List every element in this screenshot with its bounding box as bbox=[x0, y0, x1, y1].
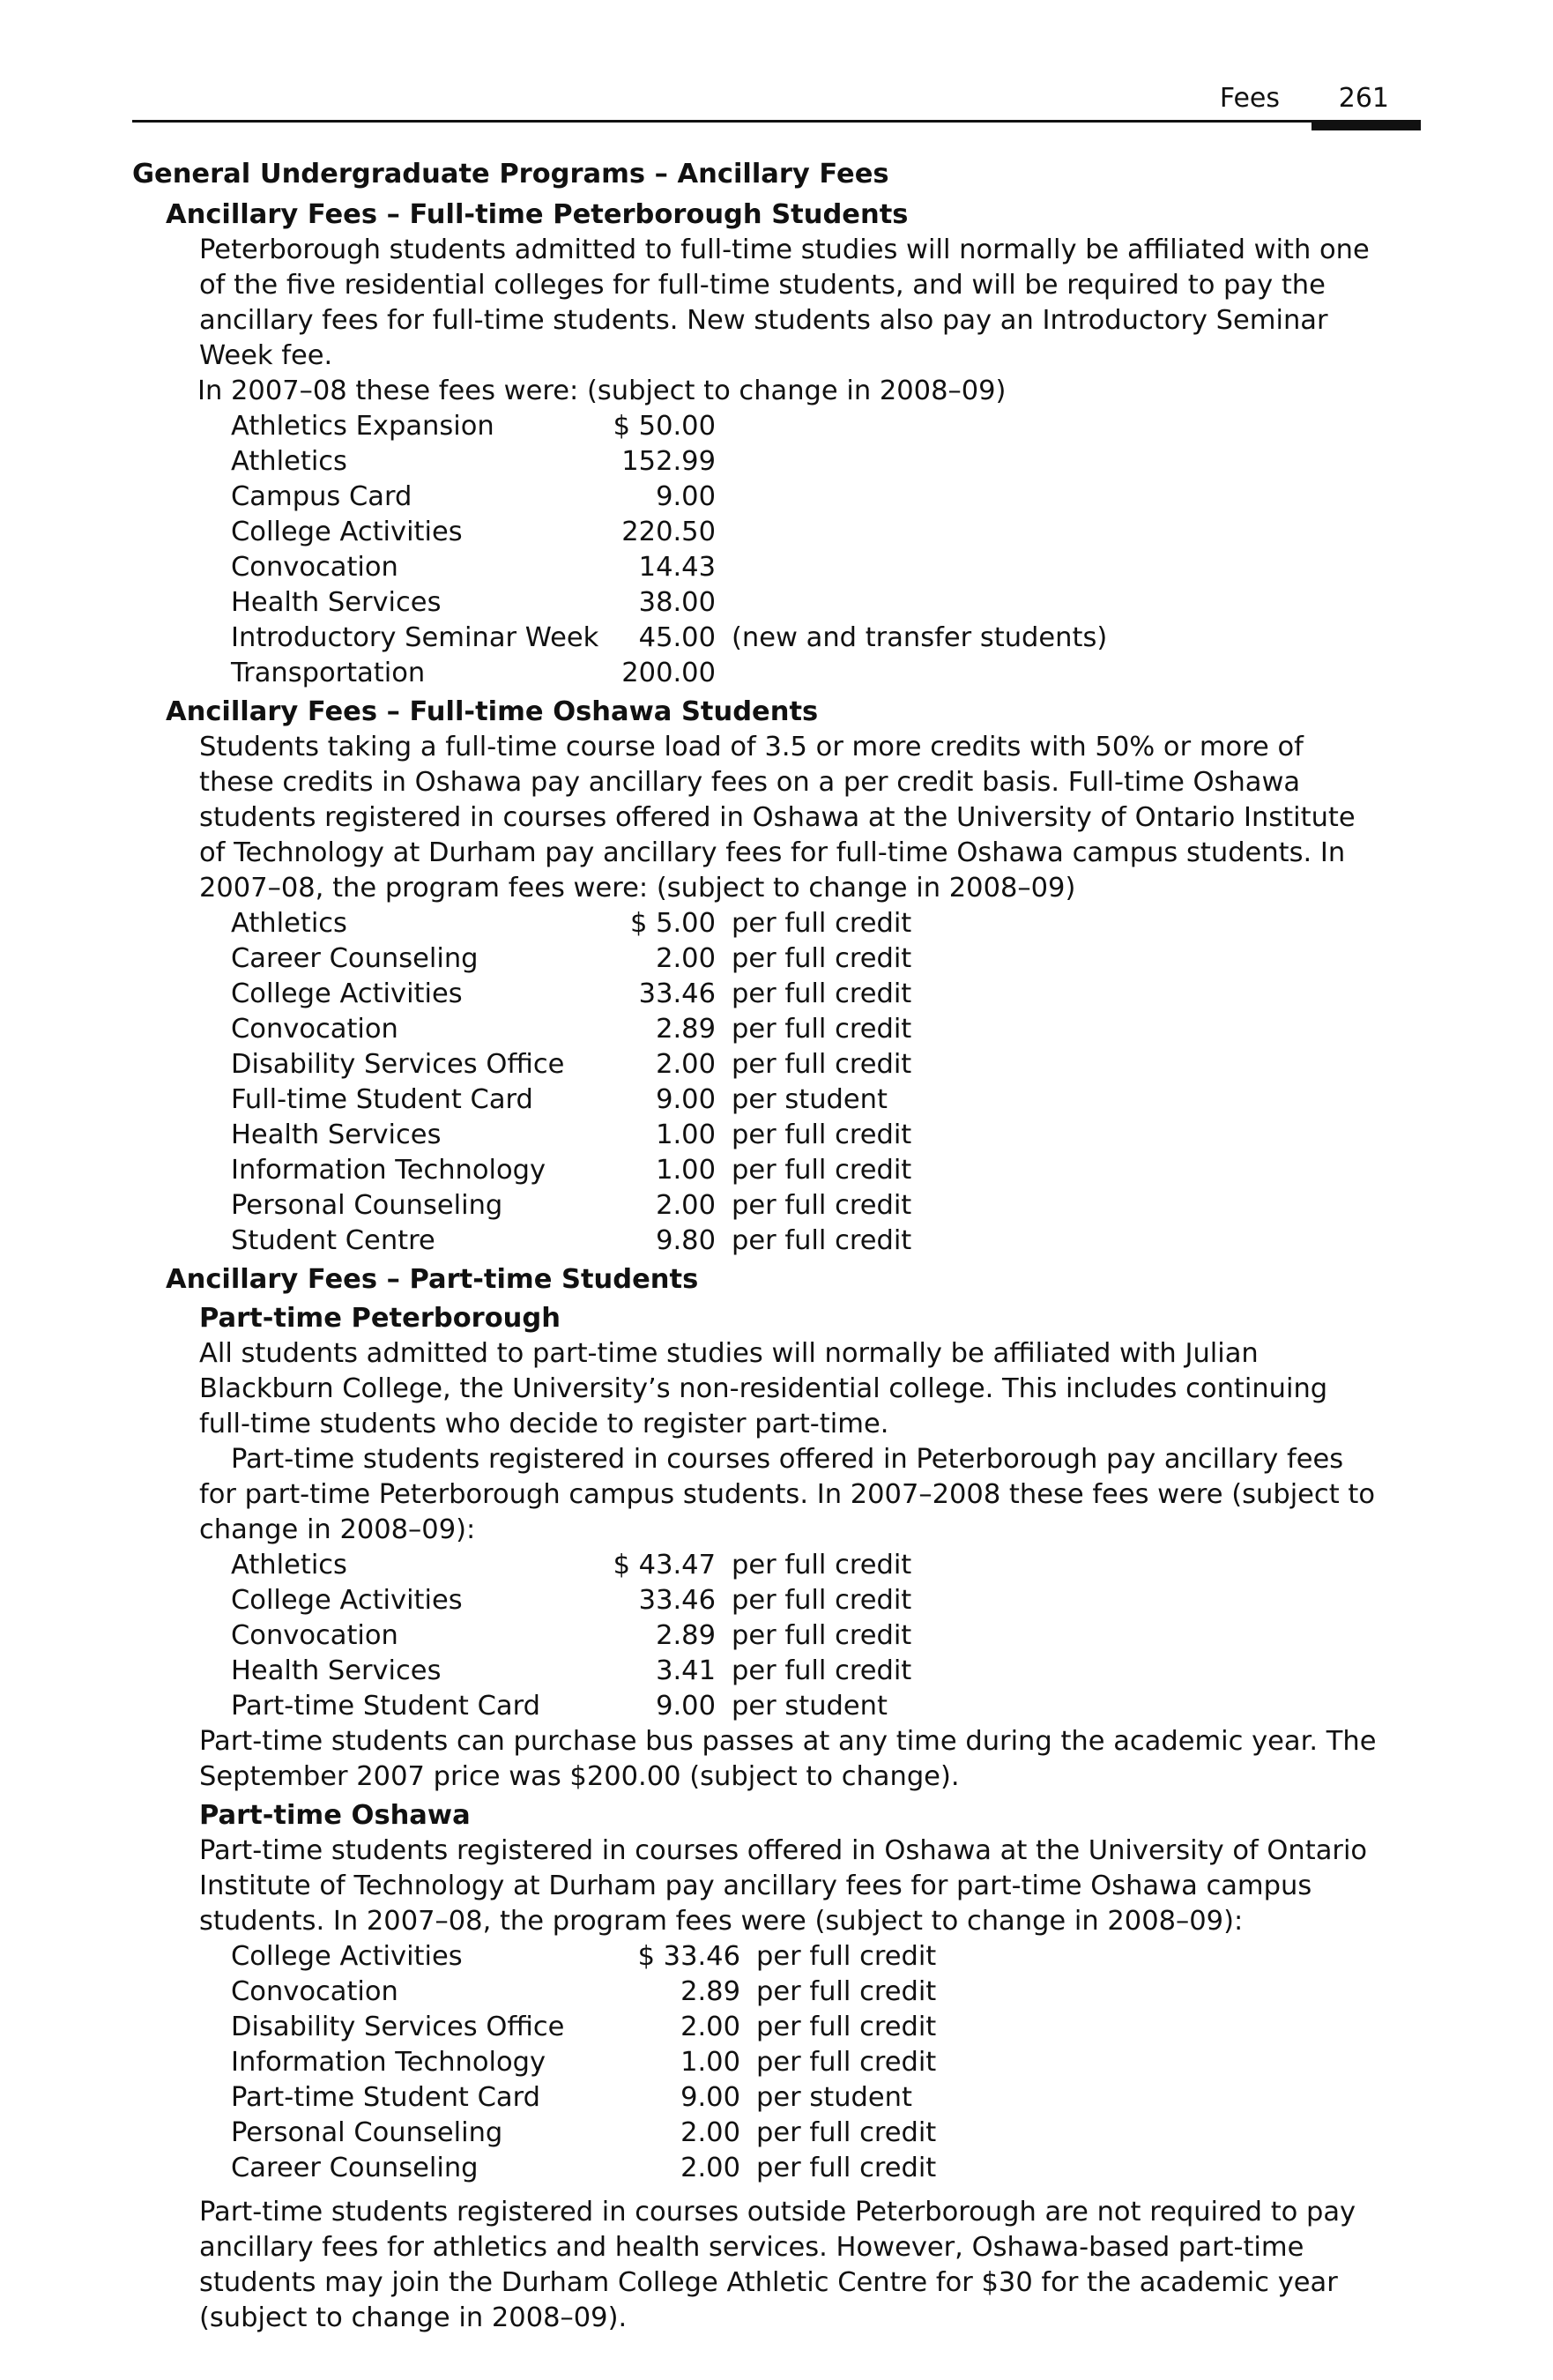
section-heading-peterborough-ft: Ancillary Fees – Full-time Peterborough Students bbox=[166, 199, 909, 230]
fee-name: Athletics bbox=[231, 446, 347, 477]
running-header bbox=[132, 81, 1421, 134]
fee-note: per full credit bbox=[756, 2012, 937, 2042]
fee-row bbox=[231, 1012, 1428, 1047]
fee-row bbox=[231, 1223, 1428, 1259]
fee-row bbox=[231, 409, 1428, 444]
fee-name: Convocation bbox=[231, 1014, 398, 1045]
fee-amount: 2.00 bbox=[680, 2153, 740, 2183]
fee-note: per student bbox=[732, 1084, 888, 1115]
closing-paragraph: Part-time students registered in courses outside Peterborough are not required to pay ancillary fees for athletics and health services. However, Oshawa-based part-time students may join the Durham College Athletic Centre for $30 for the academic year (subject to change in 2008–09). bbox=[199, 2197, 1356, 2333]
fee-note: per full credit bbox=[756, 2047, 937, 2078]
fee-row bbox=[231, 1118, 1428, 1153]
fee-row bbox=[231, 1548, 1428, 1583]
section-heading-oshawa-ft: Ancillary Fees – Full-time Oshawa Students bbox=[166, 696, 819, 727]
fee-note: per student bbox=[732, 1691, 888, 1722]
fee-note bbox=[716, 585, 732, 621]
fee-note: per full credit bbox=[756, 1941, 937, 1972]
bus-pass-note: Part-time students can purchase bus passes at any time during the academic year. The September 2007 price was $200.00 (subject to change). bbox=[199, 1726, 1377, 1792]
fee-amount: 152.99 bbox=[621, 446, 716, 477]
fee-name: Personal Counseling bbox=[231, 1190, 503, 1221]
fee-note: per full credit bbox=[732, 1190, 912, 1221]
fee-row bbox=[231, 656, 1428, 691]
fee-name: Health Services bbox=[231, 587, 442, 618]
fee-note bbox=[716, 515, 732, 550]
fee-amount: 2.00 bbox=[680, 2117, 740, 2148]
fee-amount: 2.89 bbox=[680, 1976, 740, 2007]
fee-row bbox=[231, 585, 1428, 621]
fee-row bbox=[231, 1689, 1428, 1724]
fee-row bbox=[231, 1583, 1428, 1618]
fee-note: per full credit bbox=[732, 943, 912, 974]
fee-note: per full credit bbox=[732, 1585, 912, 1616]
fee-name: College Activities bbox=[231, 978, 463, 1009]
fee-amount: 1.00 bbox=[656, 1119, 716, 1150]
fee-note: (new and transfer students) bbox=[732, 622, 1108, 653]
fee-name: College Activities bbox=[231, 517, 463, 547]
fee-amount: 38.00 bbox=[638, 587, 716, 618]
fee-note: per full credit bbox=[756, 1976, 937, 2007]
fee-amount: 1.00 bbox=[656, 1155, 716, 1186]
fee-row bbox=[231, 906, 1428, 941]
fee-note: per full credit bbox=[756, 2153, 937, 2183]
fee-amount: 200.00 bbox=[621, 658, 716, 688]
fee-amount: 2.00 bbox=[656, 1049, 716, 1080]
fee-amount: 2.00 bbox=[656, 1190, 716, 1221]
fee-row bbox=[231, 1654, 1428, 1689]
fee-row bbox=[231, 1939, 1428, 1975]
fee-name: Part-time Student Card bbox=[231, 2082, 540, 2113]
fee-note: per full credit bbox=[732, 1119, 912, 1150]
fee-name: Information Technology bbox=[231, 1155, 546, 1186]
fee-amount: 2.00 bbox=[680, 2012, 740, 2042]
fee-amount: 33.46 bbox=[638, 978, 716, 1009]
fee-amount: 14.43 bbox=[638, 552, 716, 583]
fee-note bbox=[716, 444, 732, 480]
fee-amount: 1.00 bbox=[680, 2047, 740, 2078]
paragraph-peterborough-ft: Peterborough students admitted to full-time studies will normally be affiliated with one of the five residential colleges for full-time students, and will be required to pay the ancillary fees for full-time students. New students also pay an Introductory Seminar Week fee. bbox=[199, 234, 1370, 371]
fee-table-part-time-peterborough bbox=[231, 1548, 1428, 1724]
paragraph-part-time-peterborough-2: Part-time students registered in courses offered in Peterborough pay ancillary fees for part-time Peterborough campus students. In 2007–2008 these fees were (subject to change in 2008–09): bbox=[199, 1444, 1375, 1545]
fee-name: College Activities bbox=[231, 1941, 463, 1972]
fee-table-peterborough-ft bbox=[231, 409, 1428, 691]
fee-note bbox=[716, 409, 732, 444]
fee-note: per student bbox=[756, 2082, 912, 2113]
fee-name: Convocation bbox=[231, 1976, 398, 2007]
fee-amount: 9.00 bbox=[656, 481, 716, 512]
fee-name: Athletics Expansion bbox=[231, 411, 494, 442]
fee-row bbox=[231, 977, 1428, 1012]
fee-row bbox=[231, 515, 1428, 550]
header-tab-bar bbox=[1312, 122, 1421, 130]
fee-table-part-time-oshawa bbox=[231, 1939, 1428, 2186]
fee-name: Campus Card bbox=[231, 481, 412, 512]
fee-amount: 45.00 bbox=[638, 622, 716, 653]
fee-name: Full-time Student Card bbox=[231, 1084, 533, 1115]
fee-note: per full credit bbox=[732, 1550, 912, 1580]
fees-intro-peterborough-ft: In 2007–08 these fees were: (subject to change in 2008–09) bbox=[197, 376, 1007, 406]
fee-amount: 9.00 bbox=[656, 1691, 716, 1722]
fee-name: Athletics bbox=[231, 908, 347, 939]
fee-row bbox=[231, 1047, 1428, 1082]
fee-name: Transportation bbox=[231, 658, 426, 688]
header-rule bbox=[132, 120, 1421, 123]
fee-name: Introductory Seminar Week bbox=[231, 622, 599, 653]
fee-amount: 9.80 bbox=[656, 1225, 716, 1256]
fee-name: Disability Services Office bbox=[231, 1049, 565, 1080]
paragraph-oshawa-ft: Students taking a full-time course load of 3.5 or more credits with 50% or more of these credits in Oshawa pay ancillary fees on a per credit basis. Full-time Oshawa students registered in courses offered in Oshawa at the University of Ontario Institute of Technology at Durham pay ancillary fees for full-time Oshawa campus students. In 2007–08, the program fees were: (subject to change in 2008–09) bbox=[199, 732, 1356, 904]
fee-row bbox=[231, 2010, 1428, 2045]
fee-row bbox=[231, 621, 1428, 656]
fee-row bbox=[231, 2045, 1428, 2080]
fee-amount: 2.89 bbox=[656, 1014, 716, 1045]
fee-note: per full credit bbox=[732, 978, 912, 1009]
page-content bbox=[132, 157, 1428, 2336]
fee-row bbox=[231, 1082, 1428, 1118]
section-heading-part-time: Ancillary Fees – Part-time Students bbox=[166, 1264, 699, 1295]
fee-name: Health Services bbox=[231, 1655, 442, 1686]
fee-note: per full credit bbox=[732, 908, 912, 939]
fee-note bbox=[716, 656, 732, 691]
fee-note: per full credit bbox=[732, 1155, 912, 1186]
fee-name: Part-time Student Card bbox=[231, 1691, 540, 1722]
fee-amount: 9.00 bbox=[680, 2082, 740, 2113]
fee-table-oshawa-ft bbox=[231, 906, 1428, 1259]
fee-name: Career Counseling bbox=[231, 943, 479, 974]
fee-row bbox=[231, 1618, 1428, 1654]
fee-row bbox=[231, 1975, 1428, 2010]
fee-name: Convocation bbox=[231, 552, 398, 583]
fee-name: Student Centre bbox=[231, 1225, 435, 1256]
fee-name: Career Counseling bbox=[231, 2153, 479, 2183]
paragraph-part-time-peterborough-1: All students admitted to part-time studies will normally be affiliated with Julian Blackburn College, the University’s non-residential college. This includes continuing full-time students who decide to register part-time. bbox=[199, 1338, 1328, 1439]
fee-amount: $ 33.46 bbox=[637, 1941, 740, 1972]
fee-name: Athletics bbox=[231, 1550, 347, 1580]
spacer bbox=[132, 2186, 1428, 2195]
fee-note: per full credit bbox=[732, 1225, 912, 1256]
fee-name: Disability Services Office bbox=[231, 2012, 565, 2042]
header-section-title: Fees bbox=[1219, 83, 1280, 114]
page-number: 261 bbox=[1338, 83, 1389, 114]
fee-amount: $ 5.00 bbox=[629, 908, 716, 939]
subheading-part-time-peterborough: Part-time Peterborough bbox=[199, 1303, 561, 1334]
fee-note bbox=[716, 480, 732, 515]
fee-note bbox=[716, 550, 732, 585]
fee-amount: $ 50.00 bbox=[613, 411, 716, 442]
fee-amount: 2.00 bbox=[656, 943, 716, 974]
fee-row bbox=[231, 2080, 1428, 2116]
fee-note: per full credit bbox=[732, 1014, 912, 1045]
fee-row bbox=[231, 480, 1428, 515]
subheading-part-time-oshawa: Part-time Oshawa bbox=[199, 1800, 471, 1831]
fee-row bbox=[231, 1188, 1428, 1223]
fee-name: Information Technology bbox=[231, 2047, 546, 2078]
fee-row bbox=[231, 550, 1428, 585]
fee-name: Convocation bbox=[231, 1620, 398, 1651]
fee-row bbox=[231, 941, 1428, 977]
fee-note: per full credit bbox=[732, 1620, 912, 1651]
fee-amount: $ 43.47 bbox=[613, 1550, 716, 1580]
fee-note: per full credit bbox=[732, 1049, 912, 1080]
page-title: General Undergraduate Programs – Ancillary Fees bbox=[132, 159, 889, 190]
fee-amount: 220.50 bbox=[621, 517, 716, 547]
fee-row bbox=[231, 2116, 1428, 2151]
fee-note: per full credit bbox=[732, 1655, 912, 1686]
fee-row bbox=[231, 1153, 1428, 1188]
fee-row bbox=[231, 444, 1428, 480]
fee-amount: 33.46 bbox=[638, 1585, 716, 1616]
fee-amount: 3.41 bbox=[656, 1655, 716, 1686]
paragraph-part-time-oshawa: Part-time students registered in courses offered in Oshawa at the University of Ontario Institute of Technology at Durham pay ancillary fees for part-time Oshawa campus students. In 2007–08, the program fees were (subject to change in 2008–09): bbox=[199, 1835, 1368, 1937]
fee-note: per full credit bbox=[756, 2117, 937, 2148]
fee-name: Personal Counseling bbox=[231, 2117, 503, 2148]
fee-amount: 9.00 bbox=[656, 1084, 716, 1115]
fee-name: Health Services bbox=[231, 1119, 442, 1150]
fee-name: College Activities bbox=[231, 1585, 463, 1616]
fee-amount: 2.89 bbox=[656, 1620, 716, 1651]
fee-row bbox=[231, 2151, 1428, 2186]
